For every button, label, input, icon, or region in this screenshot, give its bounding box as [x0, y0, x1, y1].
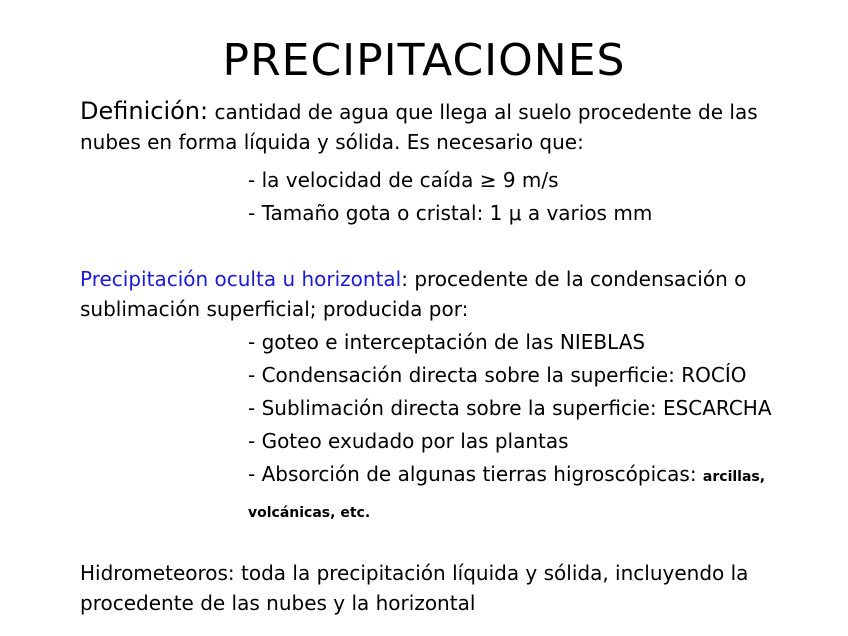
- definition-conditions-list: [248, 164, 838, 230]
- slide-title: PRECIPITACIONES: [222, 35, 626, 86]
- definition-paragraph: [80, 96, 820, 157]
- definition-text: cantidad de agua que llega al suelo procedente de las nubes en forma líquida y sólida. Es necesario que:: [80, 100, 758, 154]
- list-item: - Goteo exudado por las plantas: [248, 429, 569, 453]
- list-item: [248, 458, 838, 530]
- hidden-precipitation-text: : procedente de la condensación o sublimación superficial; producida por:: [80, 267, 747, 321]
- definition-label: Definición:: [80, 97, 209, 125]
- list-item-small-text: arcillas, volcánicas, etc.: [248, 469, 766, 521]
- hidden-precipitation-list: [248, 326, 838, 530]
- hidden-precipitation-paragraph: [80, 264, 820, 324]
- hidden-precipitation-term: Precipitación oculta u horizontal: [80, 267, 402, 291]
- list-item: - goteo e interceptación de las NIEBLAS: [248, 330, 646, 354]
- list-item-text: - Absorción de algunas tierras higroscópicas:: [248, 462, 703, 486]
- condition-item: - la velocidad de caída ≥ 9 m/s: [248, 168, 559, 192]
- hydrometeors-paragraph: Hidrometeoros: toda la precipitación líquida y sólida, incluyendo la procedente de las nubes y la horizontal: [80, 561, 749, 615]
- list-item: - Condensación directa sobre la superficie: ROCÍO: [248, 363, 747, 387]
- list-item: - Sublimación directa sobre la superficie: ESCARCHA: [248, 396, 772, 420]
- condition-item: - Tamaño gota o cristal: 1 μ a varios mm: [248, 201, 653, 225]
